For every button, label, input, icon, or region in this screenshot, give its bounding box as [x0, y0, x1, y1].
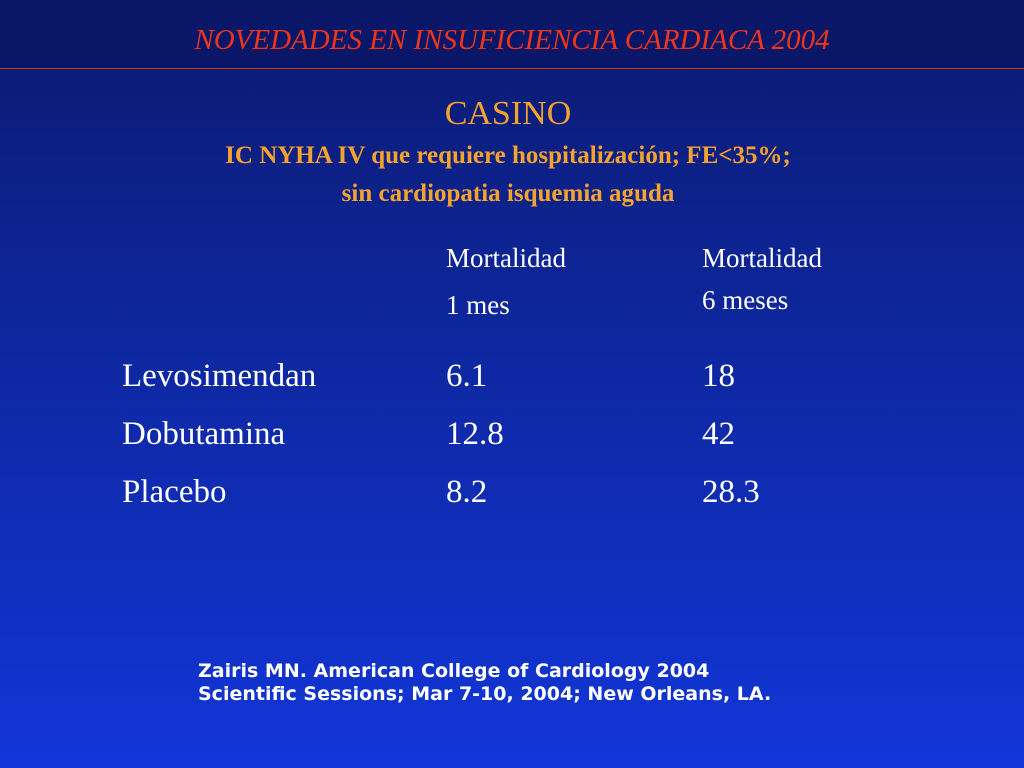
cell-levosimendan-1-mes: 6.1 — [446, 358, 488, 394]
study-subtitle-line1: IC NYHA IV que requiere hospitalización; FE<35%; — [225, 142, 791, 169]
column-header-2-line2: 6 meses — [702, 285, 789, 315]
cell-levosimendan-6-meses: 18 — [702, 358, 735, 394]
cell-placebo-1-mes: 8.2 — [446, 474, 488, 510]
reference-line1: Zairis MN. American College of Cardiology 2004 — [198, 660, 710, 682]
cell-placebo-6-meses: 28.3 — [702, 474, 760, 510]
row-label-levosimendan: Levosimendan — [122, 358, 317, 394]
column-header-1-line1: Mortalidad — [446, 243, 566, 273]
row-label-placebo: Placebo — [122, 474, 227, 510]
column-header-2-line1: Mortalidad — [702, 243, 822, 273]
study-subtitle-line2: sin cardiopatia isquemia aguda — [341, 180, 675, 207]
cell-dobutamina-1-mes: 12.8 — [446, 416, 504, 452]
study-title: CASINO — [444, 95, 572, 132]
slide-header-title: NOVEDADES EN INSUFICIENCIA CARDIACA 2004 — [194, 24, 830, 56]
cell-dobutamina-6-meses: 42 — [702, 416, 735, 452]
column-header-1-line2: 1 mes — [446, 290, 510, 320]
reference-citation — [198, 660, 771, 706]
reference-line2: Scientific Sessions; Mar 7-10, 2004; New Orleans, LA. — [198, 683, 772, 705]
row-label-dobutamina: Dobutamina — [122, 416, 286, 452]
slide-header — [0, 0, 1024, 69]
